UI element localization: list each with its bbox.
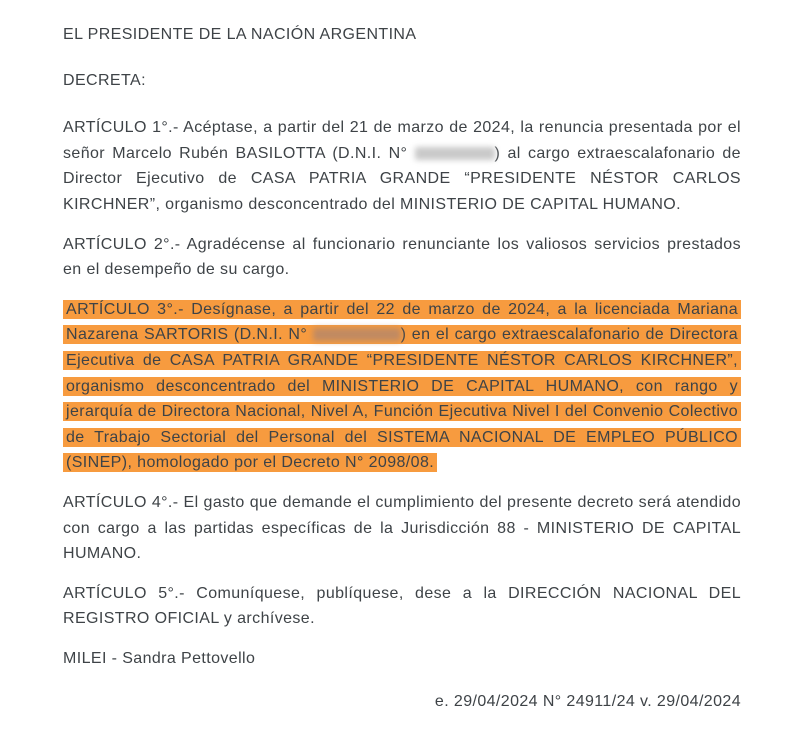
article-1-text: ARTÍCULO 1°.- Acéptase, a partir del 21 de marzo de 2024, la renuncia presentada por el señor Marcelo Rubén BASILOTTA (D.N.I. N°: [63, 119, 741, 162]
publication-note: e. 29/04/2024 N° 24911/24 v. 29/04/2024: [434, 693, 741, 711]
article-5-paragraph: ARTÍCULO 5°.- Comuníquese, publíquese, dese a la DIRECCIÓN NACIONAL DEL REGISTRO OFICIAL y archívese.: [63, 584, 741, 628]
redacted-dni-blur: [415, 147, 495, 160]
signature-line: MILEI - Sandra Pettovello: [63, 649, 256, 667]
article-3-paragraph: [63, 297, 741, 476]
document-title: EL PRESIDENTE DE LA NACIÓN ARGENTINA: [63, 26, 417, 43]
article-2-paragraph: ARTÍCULO 2°.- Agradécense al funcionario renunciante los valiosos servicios prestados en el desempeño de su cargo.: [63, 235, 741, 279]
article-1-paragraph: [63, 115, 741, 217]
decree-label: DECRETA:: [63, 71, 146, 89]
article-4-paragraph: ARTÍCULO 4°.- El gasto que demande el cumplimiento del presente decreto será atendido con cargo a las partidas específicas de la Jurisdicción 88 - MINISTERIO DE CAPITAL HUMANO.: [63, 493, 741, 563]
article-3-text: ARTÍCULO 3°.- Desígnase, a partir del 22 de marzo de 2024, a la licenciada Mariana Nazarena SARTORIS (D.N.I. N°: [66, 300, 738, 344]
redacted-dni-blur: [313, 328, 401, 341]
orange-highlight: [63, 300, 741, 473]
article-1-text-continued: ) al cargo extraescalafonario de Director Ejecutivo de CASA PATRIA GRANDE “PRESIDENTE NÉSTOR CARLOS KIRCHNER”, organismo desconcentrado del MINISTERIO DE CAPITAL HUMANO.: [63, 144, 741, 213]
article-3-text-continued: ) en el cargo extraescalafonario de Directora Ejecutiva de CASA PATRIA GRANDE “PRESIDENTE NÉSTOR CARLOS KIRCHNER”, organismo desconcentrado del MINISTERIO DE CAPITAL HUMANO, con rango y jerarquía de Directora Nacional, Nivel A, Función Ejecutiva Nivel I del Convenio Colectivo de Trabajo Sectorial del Personal del SISTEMA NACIONAL DE EMPLEO PÚBLICO (SINEP), homologado por el Decreto N° 2098/08.: [66, 326, 739, 472]
